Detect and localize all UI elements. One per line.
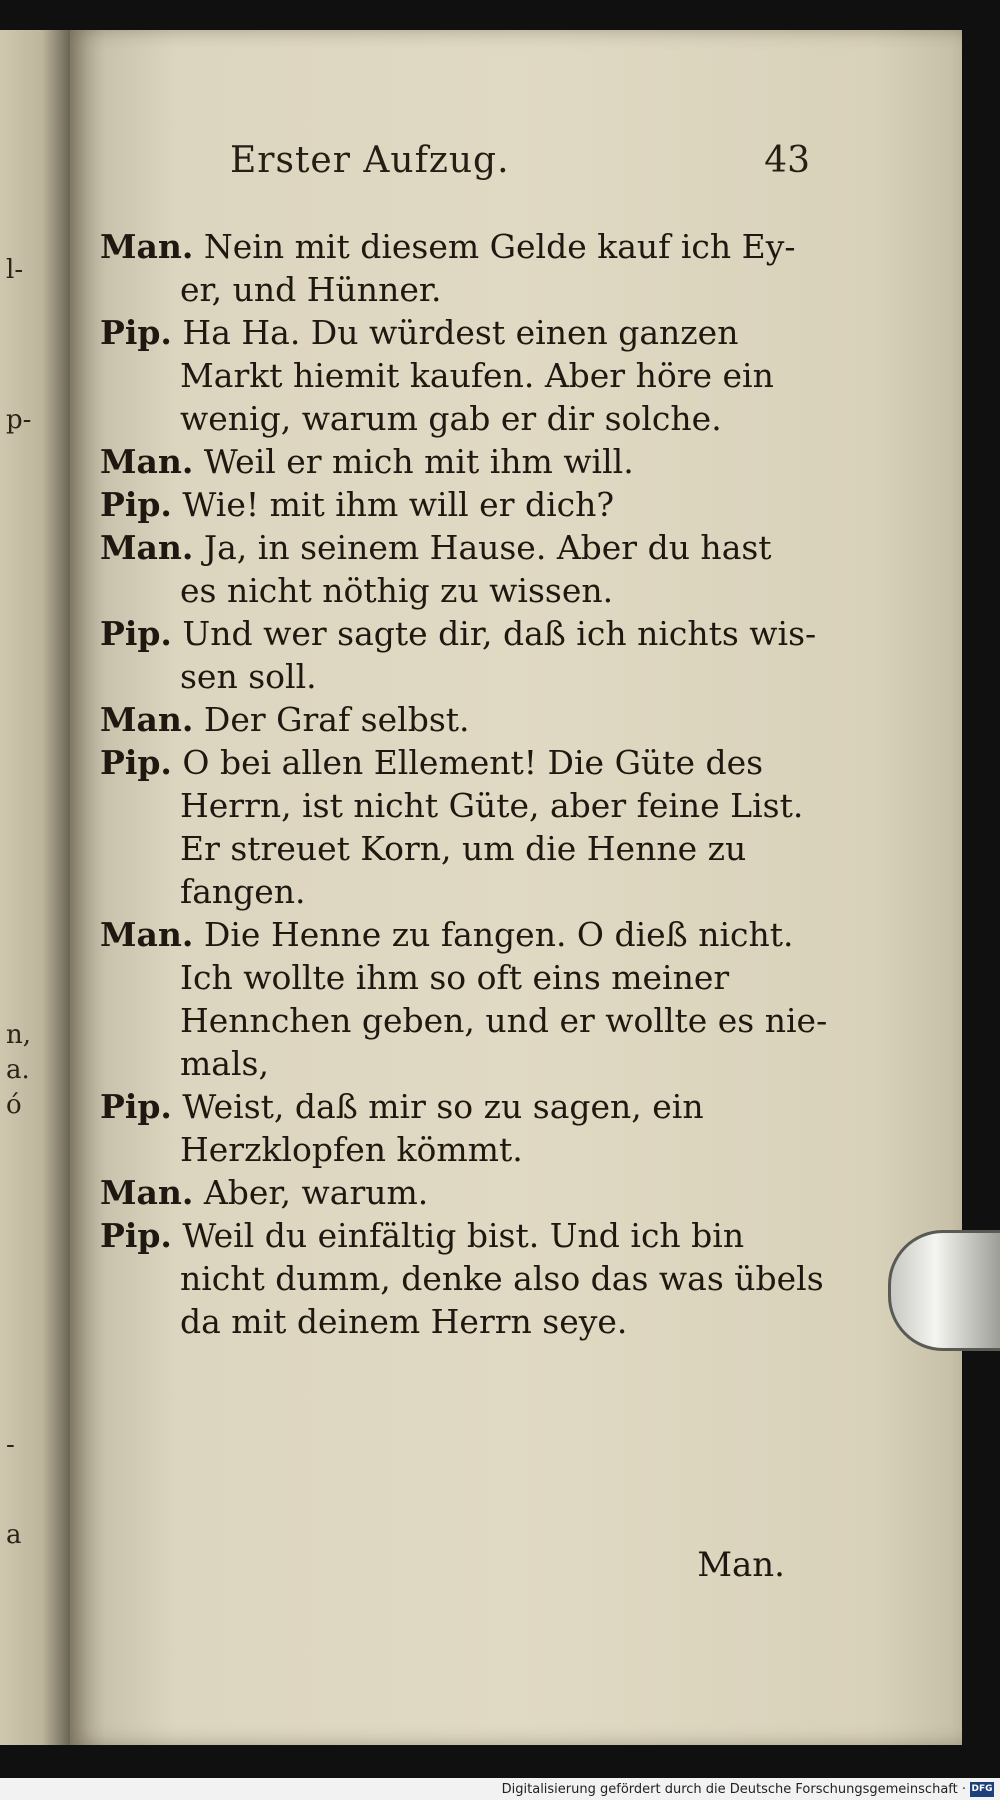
speech-block	[100, 225, 850, 311]
text-line	[100, 1042, 850, 1085]
text-line	[100, 1128, 850, 1171]
speaker-label: Pip.	[100, 485, 172, 524]
line-text: Wie! mit ihm will er dich?	[182, 485, 615, 524]
line-text: Der Graf selbst.	[203, 700, 470, 739]
text-line	[100, 354, 850, 397]
line-text: Die Henne zu fangen. O dieß nicht.	[203, 915, 794, 954]
text-line	[100, 225, 850, 268]
margin-fragment: l-	[6, 255, 24, 285]
line-text: fangen.	[180, 872, 306, 911]
footer-credit: Digitalisierung gefördert durch die Deutsche Forschungsgemeinschaft ·	[501, 1782, 966, 1797]
speaker-label: Man.	[100, 442, 194, 481]
line-text: Hennchen geben, und er wollte es nie-	[180, 1001, 828, 1040]
speech-block	[100, 612, 850, 698]
page-number: 43	[764, 140, 810, 181]
speech-block	[100, 1214, 850, 1343]
text-line	[100, 1085, 850, 1128]
line-text: Herrn, ist nicht Güte, aber feine List.	[180, 786, 804, 825]
speaker-label: Man.	[100, 227, 194, 266]
speech-block	[100, 698, 850, 741]
speaker-label: Man.	[100, 700, 194, 739]
margin-fragment: -	[6, 1430, 15, 1460]
text-line	[100, 483, 850, 526]
line-text: Weil du einfältig bist. Und ich bin	[182, 1216, 745, 1255]
dfg-logo: DFG	[970, 1782, 994, 1797]
speech-block	[100, 741, 850, 913]
speech-block	[100, 483, 850, 526]
line-text: wenig, warum gab er dir solche.	[180, 399, 722, 438]
text-line	[100, 913, 850, 956]
text-line	[100, 784, 850, 827]
text-line	[100, 311, 850, 354]
line-text: er, und Hünner.	[180, 270, 442, 309]
footer-bar	[0, 1778, 1000, 1800]
line-text: Markt hiemit kaufen. Aber höre ein	[180, 356, 774, 395]
speech-block	[100, 311, 850, 440]
text-line	[100, 698, 850, 741]
line-text: es nicht nöthig zu wissen.	[180, 571, 614, 610]
speaker-label: Pip.	[100, 743, 172, 782]
text-line	[100, 526, 850, 569]
speaker-label: Pip.	[100, 313, 172, 352]
text-line	[100, 1171, 850, 1214]
running-head	[230, 140, 810, 200]
page-clip	[888, 1230, 1000, 1351]
text-line	[100, 655, 850, 698]
text-line	[100, 440, 850, 483]
text-line	[100, 956, 850, 999]
text-line	[100, 1257, 850, 1300]
text-line	[100, 827, 850, 870]
previous-page-edge	[0, 30, 70, 1745]
margin-fragment: a.	[6, 1055, 30, 1085]
line-text: mals,	[180, 1044, 269, 1083]
running-title: Erster Aufzug.	[230, 140, 510, 181]
line-text: Weil er mich mit ihm will.	[203, 442, 634, 481]
speech-block	[100, 1085, 850, 1171]
line-text: Ha Ha. Du würdest einen ganzen	[182, 313, 739, 352]
text-line	[100, 741, 850, 784]
speaker-label: Man.	[100, 1173, 194, 1212]
text-line	[100, 612, 850, 655]
speech-block	[100, 1171, 850, 1214]
line-text: Ja, in seinem Hause. Aber du hast	[203, 528, 772, 567]
margin-fragment: p-	[6, 405, 32, 435]
line-text: Weist, daß mir so zu sagen, ein	[182, 1087, 704, 1126]
line-text: da mit deinem Herrn seye.	[180, 1302, 628, 1341]
speaker-label: Pip.	[100, 1216, 172, 1255]
line-text: O bei allen Ellement! Die Güte des	[182, 743, 764, 782]
speech-block	[100, 913, 850, 1085]
margin-fragment: a	[6, 1520, 22, 1550]
text-line	[100, 268, 850, 311]
dialogue-text	[100, 225, 850, 1343]
line-text: Und wer sagte dir, daß ich nichts wis-	[182, 614, 817, 653]
line-text: Nein mit diesem Gelde kauf ich Ey-	[203, 227, 796, 266]
text-line	[100, 1300, 850, 1343]
speaker-label: Man.	[100, 915, 194, 954]
catchword: Man.	[697, 1545, 785, 1585]
line-text: Er streuet Korn, um die Henne zu	[180, 829, 747, 868]
text-line	[100, 1214, 850, 1257]
speech-block	[100, 440, 850, 483]
text-line	[100, 397, 850, 440]
speaker-label: Pip.	[100, 614, 172, 653]
line-text: Herzklopfen kömmt.	[180, 1130, 523, 1169]
speaker-label: Pip.	[100, 1087, 172, 1126]
line-text: sen soll.	[180, 657, 317, 696]
text-line	[100, 870, 850, 913]
text-line	[100, 999, 850, 1042]
speech-block	[100, 526, 850, 612]
margin-fragment: n,	[6, 1020, 32, 1050]
line-text: nicht dumm, denke also das was übels	[180, 1259, 824, 1298]
speaker-label: Man.	[100, 528, 194, 567]
line-text: Aber, warum.	[203, 1173, 429, 1212]
line-text: Ich wollte ihm so oft eins meiner	[180, 958, 730, 997]
text-line	[100, 569, 850, 612]
margin-fragment: ó	[6, 1090, 22, 1120]
